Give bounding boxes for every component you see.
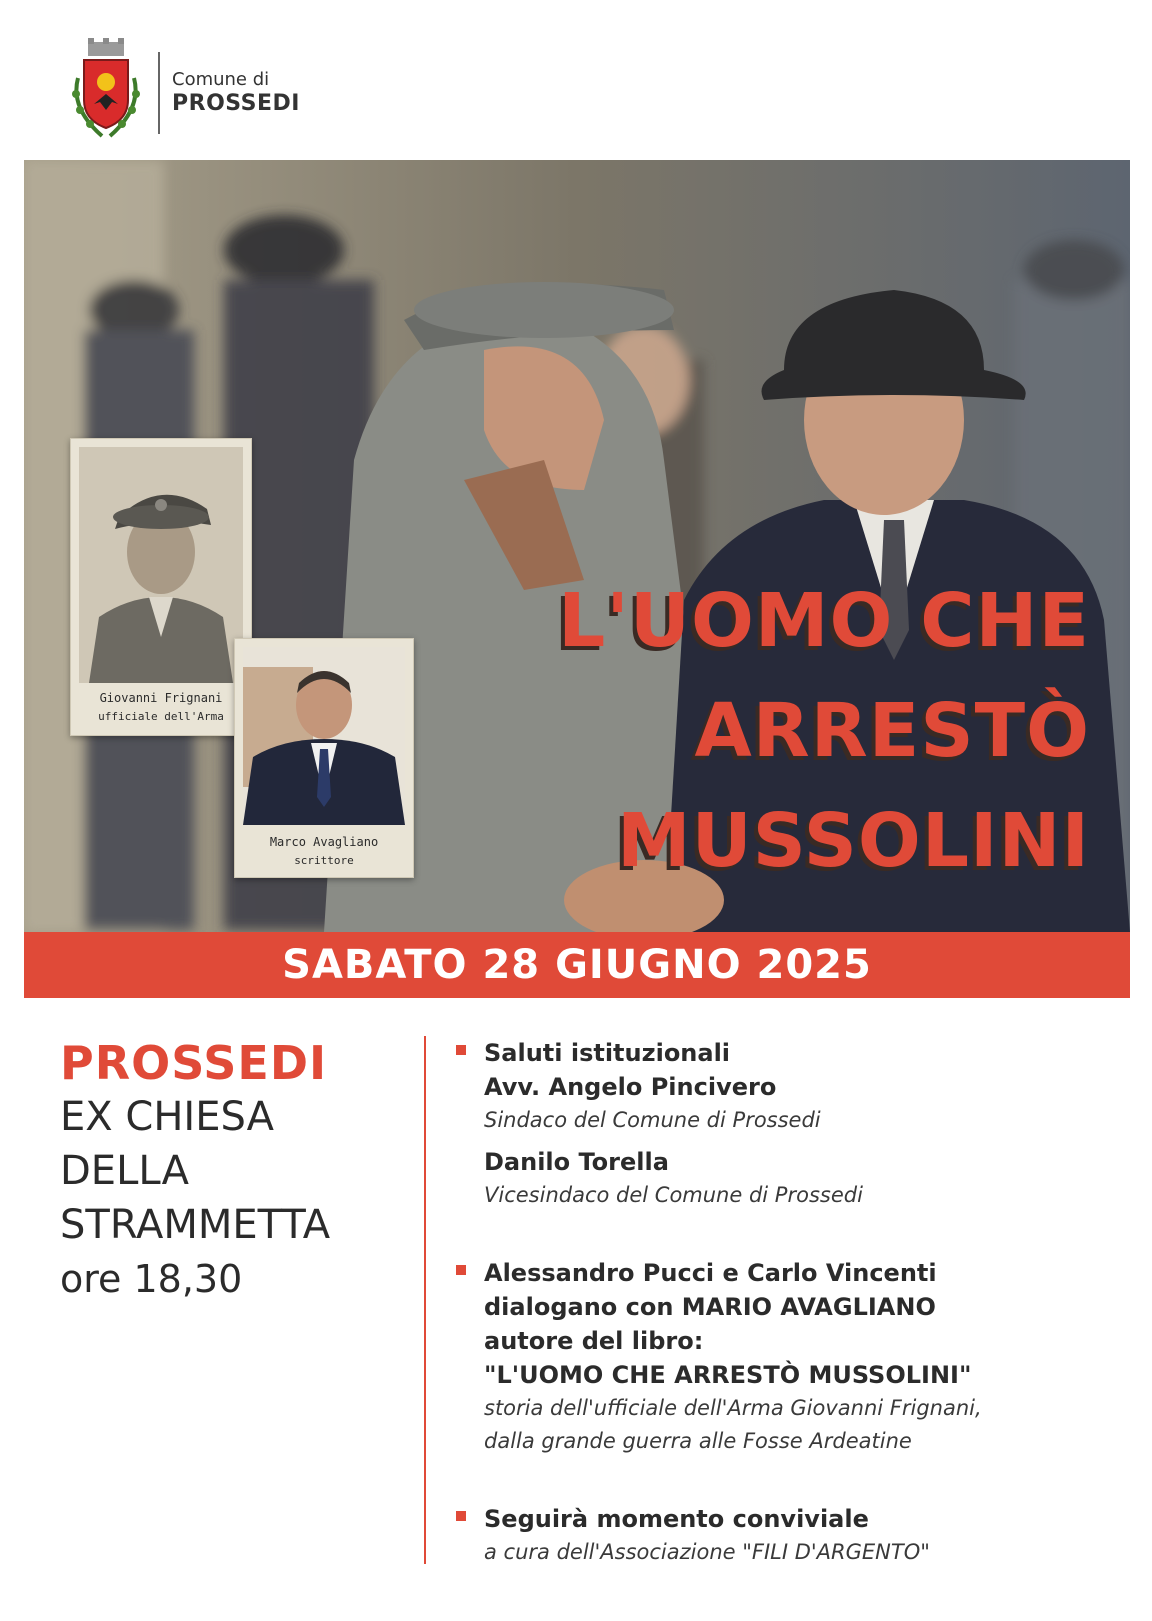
title-line-2: ARRESTÒ	[694, 688, 1090, 774]
dialogue-line-3: autore del libro:	[484, 1327, 704, 1355]
speaker-mayor-role: Sindaco del Comune di Prossedi	[484, 1108, 821, 1132]
speaker-vicemayor: Danilo Torella	[484, 1148, 669, 1176]
avagliano-photo	[234, 638, 414, 878]
venue-place-line-2: DELLA	[60, 1148, 189, 1194]
event-time: ore 18,30	[60, 1257, 243, 1301]
book-description-1: storia dell'ufficiale dell'Arma Giovanni Frignani,	[484, 1396, 982, 1420]
conviviale-organizer: a cura dell'Associazione "FILI D'ARGENTO"	[484, 1540, 930, 1564]
venue-block	[60, 1036, 330, 1306]
program-item-greetings	[456, 1036, 1116, 1212]
program-list	[456, 1036, 1116, 1599]
speaker-mayor: Avv. Angelo Pincivero	[484, 1073, 777, 1101]
avagliano-name: Marco Avagliano	[269, 835, 379, 849]
frignani-photo	[70, 438, 252, 736]
title-line-3: MUSSOLINI	[616, 798, 1090, 884]
book-description-2: dalla grande guerra alle Fosse Ardeatine	[484, 1429, 912, 1453]
header-divider	[158, 52, 160, 134]
avagliano-role: scrittore	[294, 854, 354, 867]
greetings-title: Saluti istituzionali	[484, 1039, 731, 1067]
event-date-banner: SABATO 28 GIUGNO 2025	[24, 932, 1130, 998]
conviviale-title: Seguirà momento conviviale	[484, 1505, 869, 1533]
section-divider	[424, 1036, 426, 1564]
frignani-portrait	[79, 447, 243, 683]
comune-label	[172, 70, 300, 116]
venue-town: PROSSEDI	[60, 1036, 328, 1090]
venue-place-line-3: STRAMMETTA	[60, 1202, 331, 1248]
frignani-name: Giovanni Frignani	[99, 691, 223, 705]
program-item-conviviale	[456, 1502, 1116, 1569]
title-line-1: L'UOMO CHE	[558, 578, 1090, 664]
header	[64, 38, 300, 148]
hero-image	[24, 160, 1130, 932]
venue-place-line-1: EX CHIESA	[60, 1094, 274, 1140]
speaker-vicemayor-role: Vicesindaco del Comune di Prossedi	[484, 1183, 863, 1207]
municipal-crest-icon	[64, 38, 148, 148]
bullet-icon	[456, 1045, 466, 1055]
comune-di-text: Comune di	[172, 69, 270, 90]
bullet-icon	[456, 1511, 466, 1521]
dialogue-line-1: Alessandro Pucci e Carlo Vincenti	[484, 1259, 937, 1287]
comune-name-text: PROSSEDI	[172, 90, 300, 116]
dialogue-line-2: dialogano con MARIO AVAGLIANO	[484, 1293, 936, 1321]
book-title: "L'UOMO CHE ARRESTÒ MUSSOLINI"	[484, 1361, 972, 1389]
frignani-role: ufficiale dell'Arma	[98, 710, 224, 723]
bullet-icon	[456, 1265, 466, 1275]
program-item-dialogue	[456, 1256, 1116, 1458]
avagliano-portrait	[243, 647, 405, 825]
